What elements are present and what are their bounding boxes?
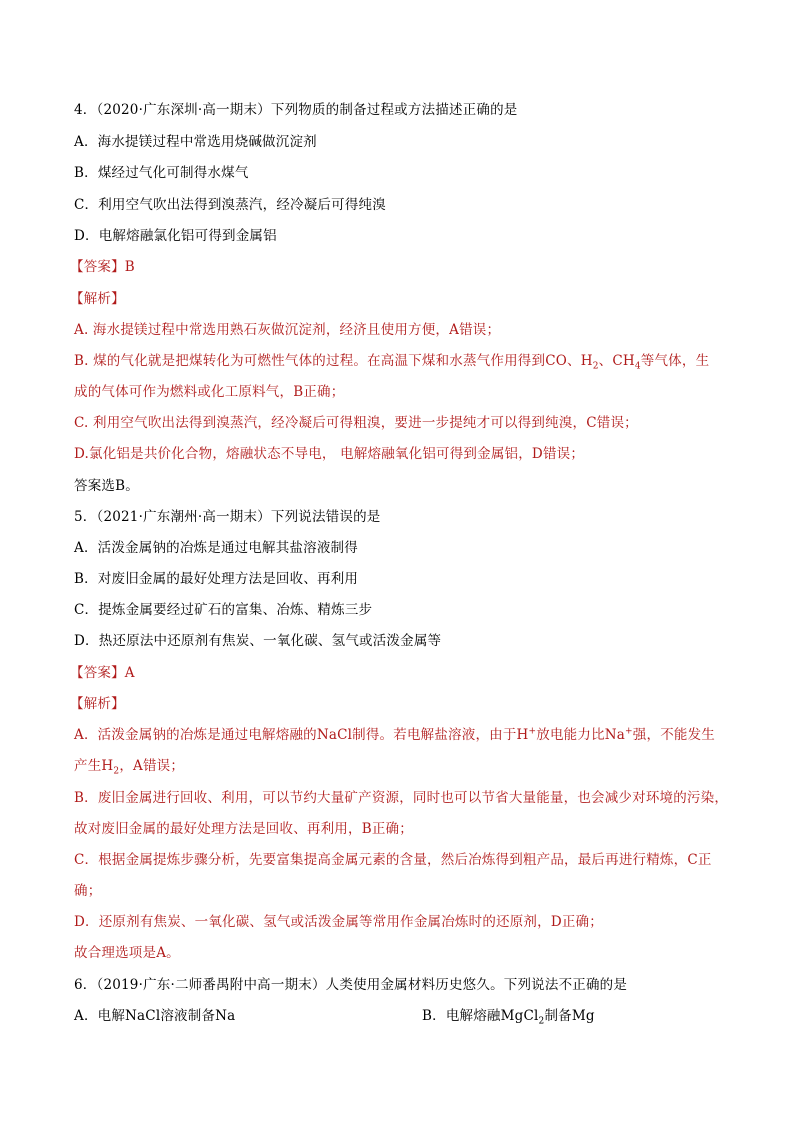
q4-option-b: B．煤经过气化可制得水煤气 bbox=[74, 165, 249, 181]
q4-analysis-b-sub-h2: 2 bbox=[592, 361, 599, 372]
q5-conclusion: 故合理选项是A。 bbox=[74, 945, 180, 961]
q5-option-b: B．对废旧金属的最好处理方法是回收、再利用 bbox=[74, 571, 359, 587]
q4-analysis-b-line1 bbox=[74, 352, 724, 370]
q5-analysis-a-line1 bbox=[74, 726, 724, 744]
q5-analysis-a-line2 bbox=[74, 757, 724, 775]
q5-answer: 【答案】A bbox=[70, 665, 135, 681]
q4-analysis-a: A. 海水提镁过程中常选用熟石灰做沉淀剂，经济且使用方便，A错误； bbox=[74, 322, 501, 338]
q5-analysis-a2-sub: 2 bbox=[113, 766, 120, 777]
q5-analysis-label: 【解析】 bbox=[70, 696, 125, 712]
q4-analysis-b-line2: 成的气体可作为燃料或化工原料气，B正确； bbox=[74, 384, 345, 400]
q6-option-b-text-2: 制备Mg bbox=[544, 1008, 595, 1024]
q4-analysis-d: D.氯化铝是共价化合物，熔融状态不导电， 电解熔融氧化铝可得到金属铝，D错误； bbox=[74, 446, 585, 462]
q5-option-a: A．活泼金属钠的冶炼是通过电解其盐溶液制得 bbox=[74, 540, 358, 556]
q6-options-row bbox=[74, 1007, 724, 1025]
q6-stem: 6．（2019·广东·二师番禺附中高一期末）人类使用金属材料历史悠久。下列说法不正确的是 bbox=[74, 977, 628, 993]
q5-analysis-a2-text-1: 产生H bbox=[74, 758, 114, 774]
q4-option-d: D．电解熔融氯化铝可得到金属铝 bbox=[74, 228, 277, 244]
q5-analysis-d: D．还原剂有焦炭、一氧化碳、氢气或活泼金属等常用作金属冶炼时的还原剂，D正确； bbox=[74, 914, 603, 930]
q6-option-a: A．电解NaCl溶液制备Na bbox=[74, 1008, 236, 1024]
q4-option-a: A．海水提镁过程中常选用烧碱做沉淀剂 bbox=[74, 134, 317, 150]
q5-option-c: C．提炼金属要经过矿石的富集、冶炼、精炼三步 bbox=[74, 602, 373, 618]
q4-option-c: C．利用空气吹出法得到溴蒸汽，经冷凝后可得纯溴 bbox=[74, 197, 386, 213]
q4-conclusion: 答案选B。 bbox=[74, 478, 139, 494]
q6-option-b-sub: 2 bbox=[538, 1016, 545, 1027]
q5-analysis-a2-text-2: ，A错误； bbox=[119, 758, 185, 774]
q4-stem: 4．（2020·广东深圳·高一期末）下列物质的制备过程或方法描述正确的是 bbox=[74, 102, 518, 118]
q5-analysis-a-text-1: A．活泼金属钠的冶炼是通过电解熔融的NaCl制得。若电解盐溶液，由于H bbox=[74, 727, 529, 743]
q4-analysis-b-text-3: 等气体，生 bbox=[640, 353, 710, 369]
q5-analysis-a-sup-h: + bbox=[528, 726, 537, 737]
q5-analysis-c-line1: C．根据金属提炼步骤分析，先要富集提高金属元素的含量，然后冶炼得到粗产品，最后再进行精炼，C正 bbox=[74, 852, 712, 868]
q5-analysis-b-line1: B．废旧金属进行回收、利用，可以节约大量矿产资源，同时也可以节省大量能量，也会减少对环境的污染， bbox=[74, 790, 729, 806]
q4-analysis-c: C. 利用空气吹出法得到溴蒸汽，经冷凝后可得粗溴，要进一步提纯才可以得到纯溴，C错误； bbox=[74, 415, 638, 431]
q4-analysis-b-text-1: B. 煤的气化就是把煤转化为可燃性气体的过程。在高温下煤和水蒸气作用得到CO、H bbox=[74, 353, 593, 369]
q5-analysis-c-line2: 确； bbox=[74, 883, 102, 899]
q6-option-b-text-1: B．电解熔融MgCl bbox=[422, 1008, 539, 1024]
q5-stem: 5．（2021·广东潮州·高一期末）下列说法错误的是 bbox=[74, 509, 381, 525]
q4-analysis-b-sub-ch4: 4 bbox=[634, 361, 641, 372]
q4-analysis-b-text-2: 、CH bbox=[598, 353, 635, 369]
q5-analysis-b-line2: 故对废旧金属的最好处理方法是回收、再利用，B正确； bbox=[74, 821, 413, 837]
q6-option-b bbox=[422, 1007, 595, 1025]
q4-answer: 【答案】B bbox=[70, 259, 135, 275]
q5-analysis-a-sup-na: + bbox=[625, 726, 633, 737]
q5-option-d: D．热还原法中还原剂有焦炭、一氧化碳、氢气或活泼金属等 bbox=[74, 633, 442, 649]
q4-analysis-label: 【解析】 bbox=[70, 291, 125, 307]
q5-analysis-a-text-2: 放电能力比Na bbox=[536, 727, 626, 743]
q5-analysis-a-text-3: 强，不能发生 bbox=[632, 727, 715, 743]
